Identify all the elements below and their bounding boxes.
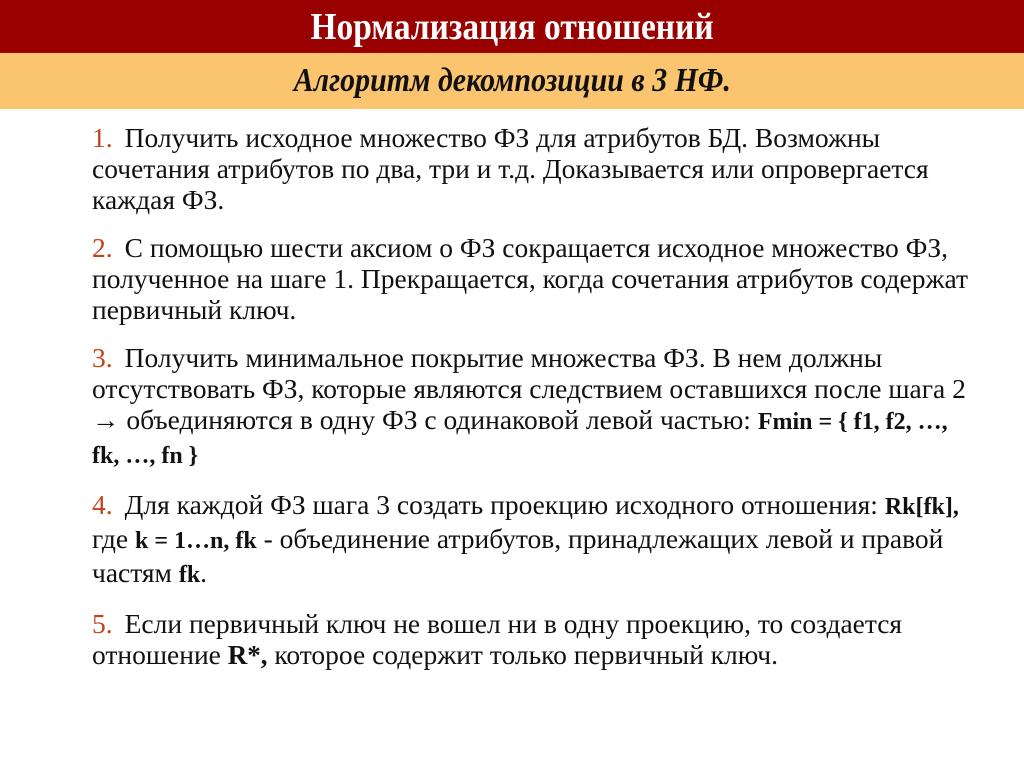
list-item-step-5 bbox=[92, 608, 972, 671]
step-number: 5. bbox=[92, 608, 113, 639]
fk-symbol: fk bbox=[178, 562, 201, 588]
step-text: Получить исходное множество ФЗ для атрибутов БД. Возможны сочетания атрибутов по два, три и т.д. Доказывается или опровергается каждая ФЗ. bbox=[92, 122, 929, 215]
title-bar bbox=[0, 0, 1024, 53]
list-item-step-2 bbox=[92, 232, 972, 325]
step-text: - объединение атрибутов, принадлежащих левой и правой частям bbox=[92, 523, 944, 588]
subtitle-bar bbox=[0, 53, 1024, 109]
step-text: где bbox=[92, 523, 135, 554]
step-number: 1. bbox=[92, 122, 113, 153]
step-number: 3. bbox=[92, 342, 113, 373]
r-star-symbol: R*, bbox=[227, 640, 268, 670]
page-subtitle: Алгоритм декомпозиции в 3 НФ. bbox=[293, 62, 731, 99]
step-text: Получить минимальное покрытие множества ФЗ. В нем должны отсутствовать ФЗ, которые являются следствием оставшихся после шага 2 → объединяются в одну ФЗ с одинаковой левой частью: bbox=[92, 342, 966, 435]
step-number: 4. bbox=[92, 489, 113, 520]
step-text: С помощью шести аксиом о ФЗ сокращается исходное множество ФЗ, полученное на шаге 1. Прекращается, когда сочетания атрибутов содержат первичный ключ. bbox=[92, 232, 968, 325]
step-text: Если первичный ключ не вошел ни в одну проекцию, то создается отношение bbox=[92, 608, 903, 670]
projection-formula: Rk[fk], bbox=[884, 494, 959, 520]
step-number: 2. bbox=[92, 232, 113, 263]
step-text: Для каждой ФЗ шага 3 создать проекцию исходного отношения: bbox=[124, 489, 885, 520]
list-item-step-1 bbox=[92, 122, 972, 215]
index-formula: k = 1…n, fk bbox=[134, 528, 257, 554]
step-text: которое содержит только первичный ключ. bbox=[267, 639, 778, 670]
page-title: Нормализация отношений bbox=[310, 5, 714, 48]
step-text: . bbox=[200, 557, 208, 588]
list-item-step-4 bbox=[92, 489, 972, 591]
fmin-formula: Fmin = { f1, f2, …, fk, …, fn } bbox=[92, 409, 948, 469]
list-item-step-3 bbox=[92, 342, 972, 472]
algorithm-steps-list bbox=[92, 122, 972, 688]
